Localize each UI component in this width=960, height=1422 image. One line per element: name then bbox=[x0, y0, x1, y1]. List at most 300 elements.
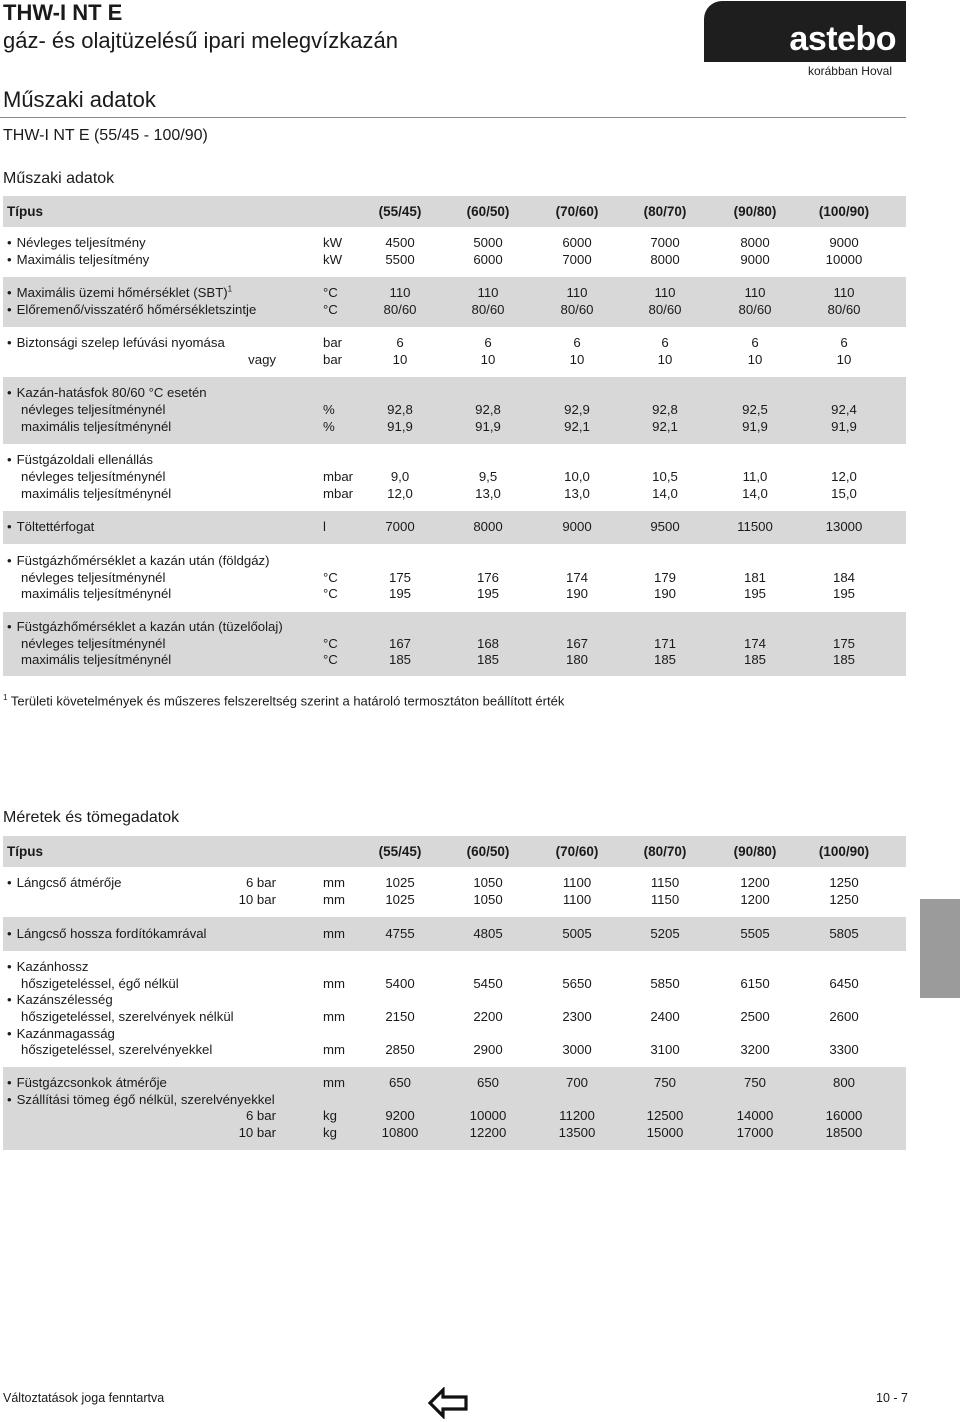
row-value: 2400 bbox=[650, 1008, 680, 1024]
row-value: 5500 bbox=[385, 251, 415, 267]
table-row bbox=[3, 976, 906, 993]
row-label-text: Kazánhossz bbox=[16, 958, 89, 974]
row-value: 7000 bbox=[562, 251, 592, 267]
row-unit: °C bbox=[323, 652, 338, 668]
row-value: 11,0 bbox=[742, 469, 768, 485]
row-value: 700 bbox=[565, 1075, 589, 1091]
row-label bbox=[7, 875, 121, 892]
row-value: 5450 bbox=[473, 975, 503, 991]
row-value: 3100 bbox=[650, 1042, 680, 1058]
row-value: 2150 bbox=[385, 1008, 415, 1024]
row-value: 80/60 bbox=[738, 301, 772, 317]
footer-disclaimer: Változtatások joga fenntartva bbox=[3, 1391, 165, 1405]
table-band bbox=[3, 327, 906, 377]
table-row bbox=[3, 302, 906, 319]
row-value: 10,0 bbox=[564, 469, 590, 485]
dim-table bbox=[3, 836, 906, 1150]
row-value: 11200 bbox=[559, 1108, 595, 1124]
header-column: (90/80) bbox=[733, 844, 777, 859]
bullet-icon: • bbox=[7, 235, 12, 251]
row-label-text: Maximális teljesítmény bbox=[16, 251, 150, 267]
bullet-icon: • bbox=[7, 335, 12, 351]
row-value: 13500 bbox=[558, 1125, 596, 1141]
header-row bbox=[3, 836, 906, 867]
model-line: THW-I NT E (55/45 - 100/90) bbox=[3, 127, 208, 144]
row-value: 91,9 bbox=[742, 418, 768, 434]
header-column: (60/50) bbox=[466, 844, 510, 859]
row-label-text: Lángcső hossza fordítókamrával bbox=[16, 925, 207, 941]
table-band bbox=[3, 277, 906, 327]
table-band bbox=[3, 377, 906, 444]
row-value: 80/60 bbox=[560, 301, 594, 317]
row-value: 5650 bbox=[562, 975, 592, 991]
bullet-icon: • bbox=[7, 1091, 12, 1107]
table-row bbox=[3, 385, 906, 402]
table-row bbox=[3, 586, 906, 603]
row-value: 1025 bbox=[385, 891, 415, 907]
footnote bbox=[3, 689, 564, 710]
row-value: 13,0 bbox=[564, 485, 590, 501]
table-row bbox=[3, 553, 906, 570]
row-value: 1050 bbox=[473, 875, 503, 891]
row-value: 1100 bbox=[562, 891, 592, 907]
row-sublabel: 6 bar bbox=[245, 1108, 276, 1124]
row-label bbox=[21, 586, 171, 603]
row-label-text: Kazánszélesség bbox=[16, 992, 113, 1008]
row-label bbox=[21, 636, 165, 653]
bullet-icon: • bbox=[7, 452, 12, 468]
table-row bbox=[3, 285, 906, 302]
row-value: 14,0 bbox=[652, 485, 678, 501]
table-row bbox=[3, 619, 906, 636]
row-unit: % bbox=[323, 402, 335, 418]
row-value: 185 bbox=[388, 652, 412, 668]
row-value: 7000 bbox=[650, 235, 680, 251]
header-column: (100/90) bbox=[818, 204, 870, 219]
row-value: 92,1 bbox=[652, 418, 678, 434]
row-value: 17000 bbox=[736, 1125, 774, 1141]
row-value: 5805 bbox=[829, 925, 859, 941]
row-value: 10 bbox=[480, 351, 496, 367]
row-label-text: névleges teljesítménynél bbox=[21, 569, 166, 585]
row-label bbox=[7, 252, 149, 269]
row-value: 6 bbox=[661, 335, 669, 351]
row-value: 92,9 bbox=[564, 402, 590, 418]
row-value: 6 bbox=[751, 335, 759, 351]
row-label bbox=[21, 419, 171, 436]
table-row bbox=[3, 636, 906, 653]
row-unit: mm bbox=[323, 891, 345, 907]
footnote-marker: 1 bbox=[3, 693, 8, 702]
table-band bbox=[3, 444, 906, 511]
row-value: 195 bbox=[832, 586, 856, 602]
row-unit: °C bbox=[323, 301, 338, 317]
row-value: 750 bbox=[743, 1075, 767, 1091]
brand-logo bbox=[704, 1, 906, 62]
row-value: 1150 bbox=[650, 875, 680, 891]
table-row bbox=[3, 1125, 906, 1142]
row-value: 13000 bbox=[825, 519, 863, 535]
row-value: 6 bbox=[840, 335, 848, 351]
row-value: 2900 bbox=[473, 1042, 503, 1058]
table-band bbox=[3, 867, 906, 917]
bullet-icon: • bbox=[7, 958, 12, 974]
row-label bbox=[21, 1009, 234, 1026]
header-column: (100/90) bbox=[818, 844, 870, 859]
row-value: 1050 bbox=[473, 891, 503, 907]
footnote-ref: 1 bbox=[227, 284, 233, 294]
row-label bbox=[21, 402, 165, 419]
row-value: 175 bbox=[832, 635, 856, 651]
row-unit: kg bbox=[323, 1108, 337, 1124]
header-column: (55/45) bbox=[378, 204, 422, 219]
header-column: (70/60) bbox=[555, 204, 599, 219]
row-value: 110 bbox=[566, 285, 588, 301]
row-value: 2200 bbox=[473, 1008, 503, 1024]
row-value: 171 bbox=[653, 635, 677, 651]
row-label bbox=[21, 652, 171, 669]
row-value: 5400 bbox=[385, 975, 415, 991]
row-value: 16000 bbox=[825, 1108, 863, 1124]
row-value: 800 bbox=[832, 1075, 856, 1091]
row-value: 110 bbox=[389, 285, 411, 301]
brand-logo-text: astebo bbox=[789, 20, 896, 58]
row-sublabel: 10 bar bbox=[238, 891, 276, 907]
row-value: 2850 bbox=[385, 1042, 415, 1058]
row-value: 5005 bbox=[562, 925, 592, 941]
row-value: 12500 bbox=[646, 1108, 684, 1124]
header-column: (80/70) bbox=[643, 204, 687, 219]
row-value: 110 bbox=[654, 285, 676, 301]
row-value: 5000 bbox=[473, 235, 503, 251]
bullet-icon: • bbox=[7, 618, 12, 634]
row-label bbox=[7, 553, 270, 570]
row-label-text: maximális teljesítménynél bbox=[21, 652, 172, 668]
bullet-icon: • bbox=[7, 519, 12, 535]
table-row bbox=[3, 1075, 906, 1092]
row-label bbox=[7, 335, 225, 352]
table-row bbox=[3, 570, 906, 587]
row-value: 2500 bbox=[740, 1008, 770, 1024]
row-sublabel: 6 bar bbox=[245, 875, 276, 891]
row-value: 12200 bbox=[469, 1125, 507, 1141]
row-value: 3000 bbox=[562, 1042, 592, 1058]
table-row bbox=[3, 519, 906, 536]
row-label-text: Kazán-hatásfok 80/60 °C esetén bbox=[16, 385, 207, 401]
table-row bbox=[3, 469, 906, 486]
row-unit: l bbox=[323, 519, 326, 535]
row-value: 1250 bbox=[829, 875, 859, 891]
row-value: 185 bbox=[832, 652, 856, 668]
table-row bbox=[3, 926, 906, 943]
row-value: 190 bbox=[565, 586, 589, 602]
row-label bbox=[7, 1026, 115, 1043]
row-value: 12,0 bbox=[831, 469, 857, 485]
table-row bbox=[3, 652, 906, 669]
row-label-text: Füstgázhőmérséklet a kazán után (földgáz) bbox=[16, 552, 270, 568]
dim-table-title: Méretek és tömegadatok bbox=[3, 809, 180, 826]
row-value: 750 bbox=[653, 1075, 677, 1091]
header-column: (80/70) bbox=[643, 844, 687, 859]
row-value: 9,5 bbox=[478, 469, 498, 485]
row-unit: °C bbox=[323, 569, 338, 585]
row-value: 6 bbox=[396, 335, 404, 351]
row-value: 185 bbox=[653, 652, 677, 668]
row-label bbox=[7, 1075, 167, 1092]
row-value: 8000 bbox=[740, 235, 770, 251]
row-label-text: maximális teljesítménynél bbox=[21, 485, 172, 501]
footnote-text: Területi követelmények és műszeres felszereltség szerint a határoló termosztáton beállított érték bbox=[10, 693, 565, 709]
row-value: 3300 bbox=[829, 1042, 859, 1058]
row-value: 10 bbox=[836, 351, 852, 367]
row-value: 4755 bbox=[385, 925, 415, 941]
row-unit: mbar bbox=[323, 469, 354, 485]
row-value: 5505 bbox=[740, 925, 770, 941]
bullet-icon: • bbox=[7, 1025, 12, 1041]
table-row bbox=[3, 486, 906, 503]
row-value: 92,1 bbox=[564, 418, 590, 434]
table-row bbox=[3, 352, 906, 369]
row-value: 650 bbox=[476, 1075, 500, 1091]
row-value: 6 bbox=[573, 335, 581, 351]
row-label-text: Biztonsági szelep lefúvási nyomása bbox=[16, 335, 225, 351]
row-label bbox=[7, 992, 113, 1009]
row-value: 650 bbox=[388, 1075, 412, 1091]
row-value: 4805 bbox=[473, 925, 503, 941]
row-sublabel: 10 bar bbox=[238, 1125, 276, 1141]
row-unit: bar bbox=[323, 351, 343, 367]
row-label-text: névleges teljesítménynél bbox=[21, 469, 166, 485]
double-arrow-left-icon[interactable] bbox=[428, 1387, 468, 1419]
row-label bbox=[7, 1092, 275, 1109]
row-value: 180 bbox=[565, 652, 589, 668]
row-value: 6000 bbox=[473, 251, 503, 267]
row-label bbox=[21, 1042, 212, 1059]
row-unit: kW bbox=[323, 251, 343, 267]
bullet-icon: • bbox=[7, 385, 12, 401]
row-label-text: Füstgázhőmérséklet a kazán után (tüzelőolaj) bbox=[16, 618, 283, 634]
row-label-text: Lángcső átmérője bbox=[16, 875, 122, 891]
table-row bbox=[3, 419, 906, 436]
row-value: 80/60 bbox=[827, 301, 861, 317]
row-label bbox=[7, 452, 153, 469]
row-unit: mm bbox=[323, 925, 345, 941]
section-title: Műszaki adatok bbox=[3, 87, 156, 112]
row-value: 3200 bbox=[740, 1042, 770, 1058]
row-value: 91,9 bbox=[831, 418, 857, 434]
row-value: 195 bbox=[743, 586, 767, 602]
row-label-text: Füstgázcsonkok átmérője bbox=[16, 1075, 167, 1091]
table-band bbox=[3, 1067, 906, 1150]
bullet-icon: • bbox=[7, 552, 12, 568]
row-value: 176 bbox=[476, 569, 500, 585]
table-row bbox=[3, 1092, 906, 1109]
row-label bbox=[7, 302, 256, 319]
row-unit: mm bbox=[323, 1008, 345, 1024]
table-row bbox=[3, 959, 906, 976]
row-unit: mm bbox=[323, 875, 345, 891]
row-unit: % bbox=[323, 418, 335, 434]
row-value: 6150 bbox=[740, 975, 770, 991]
header-divider bbox=[0, 117, 906, 118]
header-column: (90/80) bbox=[733, 204, 777, 219]
row-value: 92,8 bbox=[387, 402, 413, 418]
table-row bbox=[3, 892, 906, 909]
row-value: 15,0 bbox=[831, 485, 857, 501]
row-label-text: névleges teljesítménynél bbox=[21, 402, 166, 418]
row-value: 167 bbox=[388, 635, 412, 651]
table-row bbox=[3, 875, 906, 892]
row-value: 174 bbox=[565, 569, 589, 585]
table-band bbox=[3, 612, 906, 676]
table-header bbox=[3, 196, 906, 227]
table-row bbox=[3, 1026, 906, 1043]
row-unit: kg bbox=[323, 1125, 337, 1141]
row-label-text: maximális teljesítménynél bbox=[21, 418, 172, 434]
side-tab-marker bbox=[920, 899, 960, 998]
row-value: 181 bbox=[743, 569, 767, 585]
row-label bbox=[7, 519, 94, 536]
row-value: 14,0 bbox=[742, 485, 768, 501]
table-band bbox=[3, 544, 906, 612]
row-value: 185 bbox=[743, 652, 767, 668]
row-value: 9200 bbox=[385, 1108, 415, 1124]
row-value: 8000 bbox=[473, 519, 503, 535]
row-value: 1025 bbox=[385, 875, 415, 891]
row-value: 15000 bbox=[646, 1125, 684, 1141]
table-row bbox=[3, 452, 906, 469]
row-unit: mm bbox=[323, 1042, 345, 1058]
row-value: 92,4 bbox=[831, 402, 857, 418]
header-label: Típus bbox=[7, 844, 43, 859]
row-value: 10 bbox=[569, 351, 585, 367]
row-label-text: hőszigeteléssel, szerelvények nélkül bbox=[21, 1008, 234, 1024]
row-value: 10 bbox=[747, 351, 763, 367]
row-value: 167 bbox=[565, 635, 589, 651]
row-label-text: Maximális üzemi hőmérséklet (SBT) bbox=[16, 285, 228, 301]
table-band bbox=[3, 951, 906, 1067]
row-unit: °C bbox=[323, 635, 338, 651]
row-value: 110 bbox=[833, 285, 855, 301]
table-band bbox=[3, 917, 906, 951]
row-value: 2600 bbox=[829, 1008, 859, 1024]
row-value: 168 bbox=[476, 635, 500, 651]
row-value: 14000 bbox=[736, 1108, 774, 1124]
row-value: 179 bbox=[653, 569, 677, 585]
row-value: 80/60 bbox=[648, 301, 682, 317]
table-row bbox=[3, 1009, 906, 1026]
row-value: 8000 bbox=[650, 251, 680, 267]
row-value: 10000 bbox=[469, 1108, 507, 1124]
row-label bbox=[7, 926, 206, 943]
row-label-text: Kazánmagasság bbox=[16, 1025, 115, 1041]
row-value: 10800 bbox=[381, 1125, 419, 1141]
row-value: 10 bbox=[657, 351, 673, 367]
row-value: 1150 bbox=[650, 891, 680, 907]
row-value: 195 bbox=[476, 586, 500, 602]
row-unit: bar bbox=[323, 335, 343, 351]
row-value: 10000 bbox=[825, 251, 863, 267]
row-value: 1250 bbox=[829, 891, 859, 907]
row-value: 91,9 bbox=[475, 418, 501, 434]
row-sublabel: vagy bbox=[248, 351, 276, 367]
row-value: 195 bbox=[388, 586, 412, 602]
row-label bbox=[21, 469, 165, 486]
brand-logo-subtext: korábban Hoval bbox=[807, 64, 892, 78]
table-row bbox=[3, 1108, 906, 1125]
tech-table-title: Műszaki adatok bbox=[3, 170, 115, 187]
row-label-text: Előremenő/visszatérő hőmérsékletszintje bbox=[16, 301, 257, 317]
table-row bbox=[3, 992, 906, 1009]
row-value: 92,8 bbox=[652, 402, 678, 418]
row-label-text: hőszigeteléssel, égő nélkül bbox=[21, 975, 179, 991]
row-label-text: Szállítási tömeg égő nélkül, szerelvényekkel bbox=[16, 1091, 275, 1107]
row-value: 10,5 bbox=[652, 469, 678, 485]
row-value: 9000 bbox=[740, 251, 770, 267]
row-label-text: Névleges teljesítmény bbox=[16, 235, 146, 251]
row-value: 5205 bbox=[650, 925, 680, 941]
bullet-icon: • bbox=[7, 875, 12, 891]
row-value: 1200 bbox=[740, 875, 770, 891]
row-value: 175 bbox=[388, 569, 412, 585]
row-value: 91,9 bbox=[387, 418, 413, 434]
row-label-text: Töltettérfogat bbox=[16, 519, 95, 535]
row-value: 12,0 bbox=[387, 485, 413, 501]
row-value: 5850 bbox=[650, 975, 680, 991]
row-value: 110 bbox=[744, 285, 766, 301]
header-column: (60/50) bbox=[466, 204, 510, 219]
row-value: 92,8 bbox=[475, 402, 501, 418]
row-label bbox=[7, 285, 232, 302]
header-label: Típus bbox=[7, 204, 43, 219]
row-unit: mm bbox=[323, 1075, 345, 1091]
row-value: 4500 bbox=[385, 235, 415, 251]
product-name: THW-I NT E bbox=[3, 0, 123, 25]
row-label bbox=[7, 235, 146, 252]
bullet-icon: • bbox=[7, 301, 12, 317]
row-label bbox=[21, 976, 179, 993]
table-row bbox=[3, 252, 906, 269]
row-unit: °C bbox=[323, 586, 338, 602]
row-unit: mbar bbox=[323, 485, 354, 501]
header-column: (70/60) bbox=[555, 844, 599, 859]
bullet-icon: • bbox=[7, 992, 12, 1008]
row-value: 80/60 bbox=[471, 301, 505, 317]
row-value: 10 bbox=[392, 351, 408, 367]
row-value: 190 bbox=[653, 586, 677, 602]
header-column: (55/45) bbox=[378, 844, 422, 859]
row-value: 9500 bbox=[650, 519, 680, 535]
page-number: 10 - 7 bbox=[876, 1391, 908, 1405]
row-value: 13,0 bbox=[475, 485, 501, 501]
table-header bbox=[3, 836, 906, 867]
row-value: 80/60 bbox=[383, 301, 417, 317]
bullet-icon: • bbox=[7, 285, 12, 301]
table-row bbox=[3, 402, 906, 419]
row-value: 110 bbox=[477, 285, 499, 301]
row-value: 9000 bbox=[562, 519, 592, 535]
row-label-text: maximális teljesítménynél bbox=[21, 586, 172, 602]
row-value: 18500 bbox=[825, 1125, 863, 1141]
row-value: 6 bbox=[484, 335, 492, 351]
row-value: 1100 bbox=[562, 875, 592, 891]
table-band bbox=[3, 227, 906, 277]
row-value: 184 bbox=[832, 569, 856, 585]
row-value: 1200 bbox=[740, 891, 770, 907]
table-row bbox=[3, 1042, 906, 1059]
row-label-text: névleges teljesítménynél bbox=[21, 635, 166, 651]
row-value: 7000 bbox=[385, 519, 415, 535]
